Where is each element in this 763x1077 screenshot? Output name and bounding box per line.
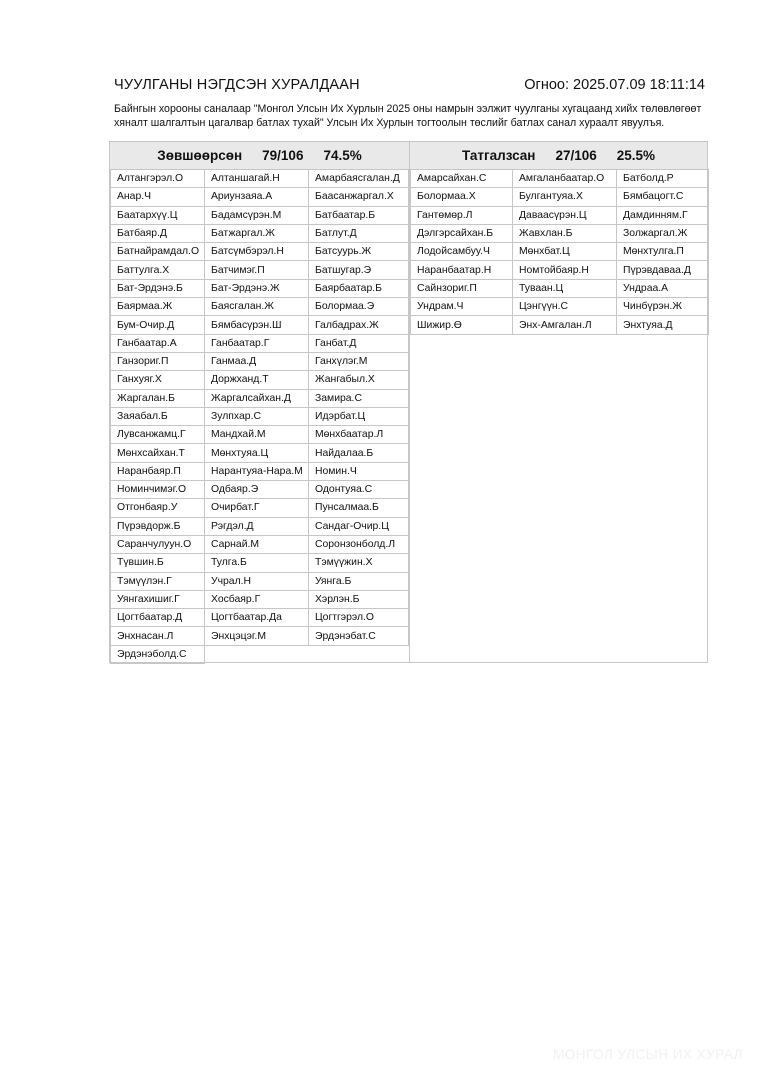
member-name: Цэнгүүн.С [513, 298, 617, 316]
rejected-header [410, 142, 707, 169]
member-name: Лодойсамбуу.Ч [411, 243, 513, 261]
member-name: Бадамсүрэн.М [205, 206, 309, 224]
table-row [111, 535, 409, 553]
member-name: Болормаа.Х [411, 188, 513, 206]
rejected-count: 27/106 [555, 148, 597, 163]
member-name: Түвшин.Б [111, 554, 205, 572]
member-name: Нарантуяа-Нара.М [205, 462, 309, 480]
table-row [111, 243, 409, 261]
member-name: Ариунзаяа.А [205, 188, 309, 206]
table-row [111, 279, 409, 297]
member-name: Золжаргал.Ж [617, 224, 709, 242]
member-name: Галбадрах.Ж [309, 316, 409, 334]
member-name: Мөнхтуяа.Ц [205, 444, 309, 462]
member-name: Хэрлэн.Б [309, 590, 409, 608]
member-name: Баясгалан.Ж [205, 298, 309, 316]
member-name: Жавхлан.Б [513, 224, 617, 242]
member-name: Лувсанжамц.Г [111, 426, 205, 444]
member-name: Соронзонболд.Л [309, 535, 409, 553]
member-name: Амгаланбаатар.О [513, 170, 617, 188]
member-name: Ганбат.Д [309, 334, 409, 352]
member-name: Баярмаа.Ж [111, 298, 205, 316]
member-name: Тэмүүлэн.Г [111, 572, 205, 590]
member-name: Булгантуяа.Х [513, 188, 617, 206]
table-row [411, 188, 709, 206]
member-name: Батболд.Р [617, 170, 709, 188]
table-row [111, 334, 409, 352]
table-row [111, 481, 409, 499]
member-name: Цогтбаатар.Да [205, 609, 309, 627]
rejected-percent: 25.5% [616, 148, 656, 163]
member-name: Ганбаатар.А [111, 334, 205, 352]
member-name: Бямбацогт.С [617, 188, 709, 206]
table-row [411, 316, 709, 334]
member-name: Батшугар.Э [309, 261, 409, 279]
member-name: Жаргалсайхан.Д [205, 389, 309, 407]
member-name: Одбаяр.Э [205, 481, 309, 499]
member-name: Пүрэвдаваа.Д [617, 261, 709, 279]
table-row [111, 590, 409, 608]
rejected-members-table [410, 169, 709, 335]
table-row [111, 352, 409, 370]
member-name: Баттулга.Х [111, 261, 205, 279]
member-name: Баярбаатар.Б [309, 279, 409, 297]
member-name: Саранчулуун.О [111, 535, 205, 553]
member-name: Алтангэрэл.О [111, 170, 205, 188]
member-name: Сарнай.М [205, 535, 309, 553]
table-row [111, 627, 409, 645]
table-row [111, 206, 409, 224]
member-name: Амарбаясгалан.Д [309, 170, 409, 188]
member-name: Ганхүлэг.М [309, 352, 409, 370]
table-row [111, 298, 409, 316]
member-name: Энх-Амгалан.Л [513, 316, 617, 334]
member-name: Даваасүрэн.Ц [513, 206, 617, 224]
approved-percent: 74.5% [323, 148, 362, 163]
member-name: Наранбаяр.П [111, 462, 205, 480]
member-name: Номтойбаяр.Н [513, 261, 617, 279]
watermark: МОНГОЛ УЛСЫН ИХ ХУРАЛ [553, 1047, 743, 1062]
member-name: Зулпхар.С [205, 407, 309, 425]
member-name: Дамдинням.Г [617, 206, 709, 224]
member-name: Энхцэцэг.М [205, 627, 309, 645]
member-name: Жангабыл.Х [309, 371, 409, 389]
member-name: Ганзориг.П [111, 352, 205, 370]
member-name: Эрдэнэболд.С [111, 645, 205, 663]
member-name: Батсүмбэрэл.Н [205, 243, 309, 261]
member-name: Мөнхбаатар.Л [309, 426, 409, 444]
member-name: Доржханд.Т [205, 371, 309, 389]
table-row [111, 554, 409, 572]
member-name: Бямбасүрэн.Ш [205, 316, 309, 334]
vote-date: Огноо: 2025.07.09 18:11:14 [524, 77, 705, 93]
member-name: Заяабал.Б [111, 407, 205, 425]
member-name: Цогтгэрэл.О [309, 609, 409, 627]
member-name: Мөнхтулга.П [617, 243, 709, 261]
table-row [111, 170, 409, 188]
member-name: Одонтуяа.С [309, 481, 409, 499]
member-name: Мөнхсайхан.Т [111, 444, 205, 462]
member-name: Баасанжаргал.Х [309, 188, 409, 206]
member-name: Ундраа.А [617, 279, 709, 297]
approved-members-table [110, 169, 409, 664]
member-name: Баатархүү.Ц [111, 206, 205, 224]
member-name: Идэрбат.Ц [309, 407, 409, 425]
session-title: ЧУУЛГАНЫ НЭГДСЭН ХУРАЛДААН [114, 77, 360, 93]
table-row [111, 462, 409, 480]
table-row [411, 206, 709, 224]
member-name: Учрал.Н [205, 572, 309, 590]
table-row [111, 261, 409, 279]
member-name: Пунсалмаа.Б [309, 499, 409, 517]
table-row [111, 609, 409, 627]
member-name: Бат-Эрдэнэ.Б [111, 279, 205, 297]
member-name: Болормаа.Э [309, 298, 409, 316]
member-name: Батбаатар.Б [309, 206, 409, 224]
member-name: Рэгдэл.Д [205, 517, 309, 535]
member-name: Жаргалан.Б [111, 389, 205, 407]
member-name: Тэмүүжин.Х [309, 554, 409, 572]
empty-cell [309, 645, 409, 663]
table-row [111, 517, 409, 535]
approved-label: Зөвшөөрсөн [157, 148, 243, 163]
table-row [111, 407, 409, 425]
member-name: Наранбаатар.Н [411, 261, 513, 279]
member-name: Бат-Эрдэнэ.Ж [205, 279, 309, 297]
vote-description: Байнгын хорооны саналаар "Монгол Улсын Их Хурлын 2025 оны намрын ээлжит чуулганы хугацаанд хийх төлөвлөгөөт хяналт шалгалтын цагалвар батлах тухай" Улсын Их Хурлын тогтоолын төслийг батлах санал хураалт явуулъя. [114, 103, 702, 129]
member-name: Батлут.Д [309, 224, 409, 242]
table-row [111, 224, 409, 242]
table-row [111, 188, 409, 206]
member-name: Сандаг-Очир.Ц [309, 517, 409, 535]
member-name: Номин.Ч [309, 462, 409, 480]
member-name: Эрдэнэбат.С [309, 627, 409, 645]
member-name: Гантөмөр.Л [411, 206, 513, 224]
table-row [111, 499, 409, 517]
member-name: Пүрэвдорж.Б [111, 517, 205, 535]
table-row [411, 243, 709, 261]
table-row [411, 261, 709, 279]
member-name: Тулга.Б [205, 554, 309, 572]
member-name: Найдалаа.Б [309, 444, 409, 462]
member-name: Сайнзориг.П [411, 279, 513, 297]
member-name: Батчимэг.П [205, 261, 309, 279]
member-name: Мандхай.М [205, 426, 309, 444]
member-name: Мөнхбат.Ц [513, 243, 617, 261]
member-name: Алтаншагай.Н [205, 170, 309, 188]
member-name: Хосбаяр.Г [205, 590, 309, 608]
member-name: Туваан.Ц [513, 279, 617, 297]
table-row [111, 316, 409, 334]
member-name: Ганбаатар.Г [205, 334, 309, 352]
table-row [111, 572, 409, 590]
member-name: Чинбүрэн.Ж [617, 298, 709, 316]
member-name: Ундрам.Ч [411, 298, 513, 316]
member-name: Энхтуяа.Д [617, 316, 709, 334]
approved-header [110, 142, 409, 169]
member-name: Анар.Ч [111, 188, 205, 206]
member-name: Цогтбаатар.Д [111, 609, 205, 627]
member-name: Уянга.Б [309, 572, 409, 590]
table-row [411, 298, 709, 316]
table-row [111, 426, 409, 444]
member-name: Амарсайхан.С [411, 170, 513, 188]
table-row [111, 444, 409, 462]
rejected-label: Татгалзсан [461, 148, 536, 163]
table-row [411, 279, 709, 297]
member-name: Очирбат.Г [205, 499, 309, 517]
approved-count: 79/106 [262, 148, 304, 163]
member-name: Ганмаа.Д [205, 352, 309, 370]
member-name: Батбаяр.Д [111, 224, 205, 242]
table-row [411, 224, 709, 242]
table-row [111, 389, 409, 407]
member-name: Ганхуяг.Х [111, 371, 205, 389]
member-name: Дэлгэрсайхан.Б [411, 224, 513, 242]
empty-cell [205, 645, 309, 663]
member-name: Замира.С [309, 389, 409, 407]
member-name: Отгонбаяр.У [111, 499, 205, 517]
member-name: Батжаргал.Ж [205, 224, 309, 242]
table-row [111, 371, 409, 389]
member-name: Энхнасан.Л [111, 627, 205, 645]
table-row [411, 170, 709, 188]
member-name: Бум-Очир.Д [111, 316, 205, 334]
table-row [111, 645, 409, 663]
member-name: Батнайрамдал.О [111, 243, 205, 261]
member-name: Уянгахишиг.Г [111, 590, 205, 608]
member-name: Шижир.Ө [411, 316, 513, 334]
member-name: Батсуурь.Ж [309, 243, 409, 261]
member-name: Номинчимэг.О [111, 481, 205, 499]
